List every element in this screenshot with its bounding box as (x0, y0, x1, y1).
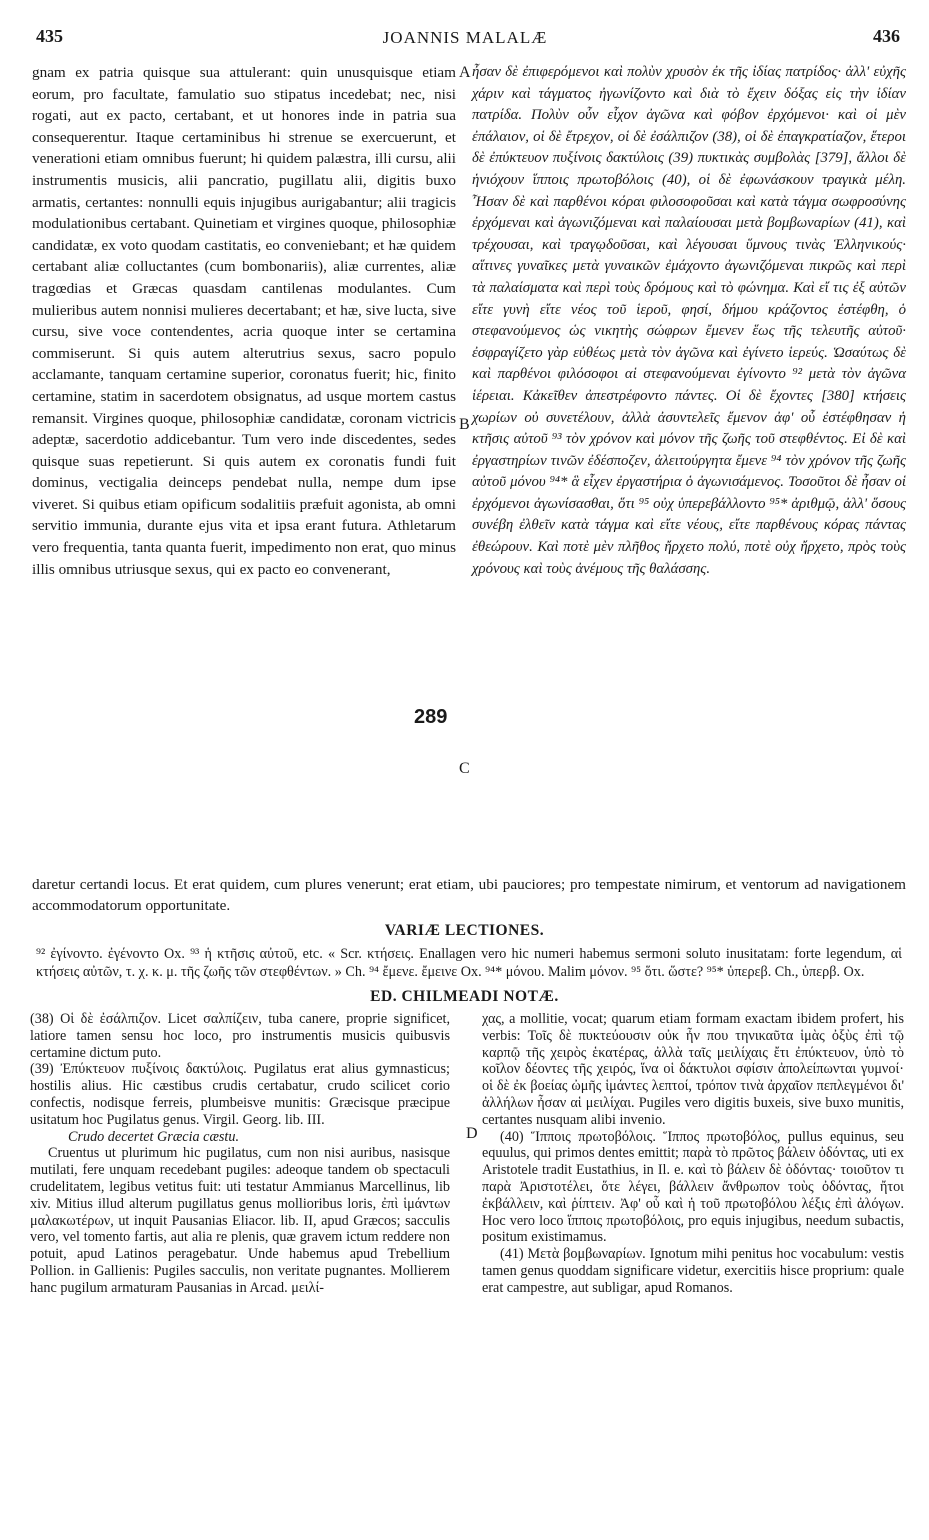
latin-continuation (32, 874, 906, 917)
note-39: (39) Ἐπύκτευον πυξίνοις δακτύλοις. Pugilatus erat alius gymnasticus; hostilis alius. Hic cæstibus crudis certabatur, crudo scilicet corio confectis, nodisque ferreis, plumbeisve munitis: Græcisque præcipue usitatum hoc Pugilatus genus. Virgil. Georg. lib. III. (30, 1061, 450, 1128)
notes-right-column (482, 1011, 904, 1297)
note-40: (40) Ἵπποις πρωτοβόλοις. Ἵππος πρωτοβόλος, pullus equinus, seu equulus, qui primos dentes emittit; παρὰ τὸ πρῶτος βάλειν ὀδόντας, uti ex Aristotele tradit Eustathius, in Il. e. καὶ τὸ βάλειν δὲ ὀδόντας· τοιοῦτον τι παρὰ Ἀριστοτέλει, ὅτε λέγει, βάλλειν ἄνθρωπον τοὺς ὀδόντας, ἤτοι ἐκβάλλειν, καὶ ῥίπτειν. Ἀφ' οὗ καὶ ἡ τοῦ πρωτοβόλου λέξις ἐπὶ ἀλόγων. Hoc vero loco ἵπποις πρωτοβόλοις, pro equis injugibus, needum subactis, positum existimamus. (482, 1128, 904, 1246)
verse-quote: Crudo decertet Græcia cæstu. (68, 1128, 240, 1145)
variae-text: ⁹² ἐγίνοντο. ἐγένοντο Ox. ⁹³ ἡ κτῆσις αὐτοῦ, etc. « Scr. κτήσεις. Enallagen vero hic numeri habemus sermoni soluto inusitatam: forte legendum, αἱ κτήσεις αὐτῶν, τ. χ. κ. μ. τῆς ζωῆς τῶν στεφθέντων. » Ch. ⁹⁴ ἔμενε. ἔμεινε Ox. ⁹⁴* μόνου. Malim μόνον. ⁹⁵ ὅτι. ὥστε? ⁹⁵* ὑπερεβ. Ch., ὑπερβ. Ox. (36, 946, 902, 980)
margin-marker-b: B (459, 416, 470, 433)
notes-left-column (30, 1011, 450, 1297)
note-41: (41) Μετὰ βομβωναρίων. Ignotum mihi penitus hoc vocabulum: vestis tamen genus quoddam significare videtur, exercitiis hisce proprium: quale erat campestre, aut subligar, apud Romanos. (482, 1246, 904, 1296)
latin-text: gnam ex patria quisque sua attulerant: quin unusquisque etiam eorum, pro facultate, famulatio suo stipatus incedebat; nec, nisi rogati, aut ex pacto, certabant, et ut honores inde in patria sua consequerentur. Itaque certaminibus hi strenue se exercuerunt, et venerationi etiam omnibus fuerunt; hi quidem palæstra, illi cursu, alii instrumentis musicis, alii pancratio, pugillatu alii, digitis buxo armatis, certantes: nonnulli equis injugibus aurigabantur; alii tragicis modulationibus certabant. Quinetiam et virgines quoque, philosophiæ candidatæ, ex voto quodam castitatis, eo conveniebant; et hæ quidem certabant aliæ colluctantes (cum bombonariis), aliæ currentes, aliæ tragœdias et Græcas quasdam cantilenas modulantes. Cum mulieribus autem nonnisi mulieres decertabant; et hæ, sive lucta, sive cursu, sive voce contendentes, acria quoque inter se certamina commiserunt. Si quis autem alterutrius sexus, sacro populo acclamante, tanquam certamine superior, coronatus fuerit; hic, finito certamine, statim in sacerdotem obsignatus, ad usque mortem castus remansit. Virgines quoque, philosophiæ candidatæ, coronam victricis adeptæ, sacerdotio addicebantur. Tum vero inde discedentes, sedes quisque suas repetierunt. Si quis autem ex coronatis fundi fuit dominus, vectigalia deinceps pendebat nulla, nempe dum ipse viveret. Si quibus etiam opificum sodalitiis præfuit agonista, ab omni servitio immunia, durante ejus vita et ipsa erant futura. Athletarum vero frequentia, tanta quanta fuerit, impedimento non erat, quo minus illis omnibus utriusque sexus, qui ex pacto eo convenerant, (32, 64, 456, 578)
margin-marker-c: C (459, 760, 470, 777)
variae-lectiones (36, 945, 902, 981)
notes-heading: ED. CHILMEADI NOTÆ. (370, 988, 559, 1005)
note-38: (38) Οἱ δὲ ἐσάλπιζον. Licet σαλπίζειν, tuba canere, proprie significet, latiore tamen sensu hoc loco, pro instrumentis musicis quibusvis certamine dictum puto. (30, 1011, 450, 1061)
note-39-continued: Cruentus ut plurimum hic pugilatus, cum non nisi auribus, nasisque mutilati, fere unquam recedebant pugiles: adeoque tandem ob spectaculi crudelitatem, legibus vetitus fuit: uti testatur Ammianus Marcellinus, lib xiv. Mitius illud alterum pugillatus genus mollioribus loris, ἐπὶ ἱμάντων μαλακωτέρων, ut inquit Pausanias Eliacor. lib. II, apud Græcos; sacculis vero, vel tomento fartis, aut alia re plenis, quæ gravem ictum reddere non potuit, apud Latinos peragebatur. Unde habemus apud Trebellium Pollion. in Gallienis: Pugiles sacculis, non veritate pugnantes. Mollierem hanc pugilum armaturam Pausanias in Arcad. μειλί- (30, 1145, 450, 1296)
margin-marker-d: D (466, 1125, 478, 1142)
edition-page-mark: 289 (414, 706, 448, 728)
running-title: JOANNIS MALALÆ (382, 28, 548, 47)
running-header (30, 14, 900, 46)
greek-text: ἦσαν δὲ ἐπιφερόμενοι καὶ πολὺν χρυσὸν ἐκ τῆς ἰδίας πατρίδος· ἀλλ' εὐχῆς χάριν καὶ τάγματος ἠγωνίζοντο καὶ διὰ τὸ ἔχειν δόξας εἰς τὴν ἰδίαν πατρίδα. Πολὺν οὖν εἶχον ἀγῶνα καὶ φόβον ἐρχόμενοι· καὶ οἱ μὲν ἐπάλαιον, οἱ δὲ ἔτρεχον, οἱ δὲ ἐσάλπιζον (38), οἱ δὲ ἐπαγκρατίαζον, ἕτεροι δὲ ἐπύκτευον πυξίνοις δακτύλοις (39) πυκτικὰς συμβολὰς [379], ἄλλοι δὲ ἡνιόχουν ἵπποις πρωτοβόλοις (40), οἱ δὲ ἐφωνάσκουν τραγικὰ μέλη. Ἦσαν δὲ καὶ παρθένοι κόραι φιλοσοφοῦσαι καὶ κατὰ τάγμα σωφροσύνης ἐρχόμεναι καὶ ἀγωνιζόμεναι καὶ παλαίουσαι μετὰ βομβωναρίων (41), καὶ τρέχουσαι, καὶ τραγῳδοῦσαι, καὶ λέγουσαι ὕμνους τινὰς Ἑλληνικούς· αἵτινες γυναῖκες μετὰ γυναικῶν ἐμάχοντο ἀγωνιζόμεναι πικρῶς καὶ περὶ τὰ παλαίσματα καὶ περὶ τοὺς δρόμους καὶ τὸ φώνημα. Καὶ εἴ τις ἐξ αὐτῶν εἴτε γυνὴ εἴτε νέος τοῦ ἱεροῦ, φησί, δήμου κράζοντος ἐστέφθη, ὁ στεφανούμενος ὡς νικητὴς σώφρων ἔμενεν ἕως τῆς τελευτῆς αὐτοῦ· ἐσφραγίζετο γὰρ εὐθέως μετὰ τὸν ἀγῶνα καὶ ἐγίνετο ἱερεύς. Ὡσαύτως δὲ καὶ παρθένοι φιλόσοφοι αἱ στεφανούμεναι ἐγίνοντο ⁹² μετὰ τὸν ἀγῶνα ἱέρειαι. Κἀκεῖθεν ἀπεστρέφοντο πάντες. Οἱ δὲ ἔχοντες [380] κτήσεις χωρίων οὐ συνετέλουν, ἀλλὰ ἀσυντελεῖς ἔμενον ἀφ' οὗ ἐστέφθησαν ἡ κτῆσις αὐτοῦ ⁹³ τὸν χρόνον καὶ μόνον τῆς ζωῆς τοῦ στεφθέντος. Εἰ δὲ καὶ ἐργαστηρίων τινῶν ἐδέσποζεν, ἀλειτούργητα ἔμενε ⁹⁴ τὸν χρόνον τῆς ζωῆς αὐτοῦ μόνου ⁹⁴* ἃ εἶχεν ἐργαστήρια ὁ ἀγωνισάμενος. Τοσοῦτοι δὲ ἦσαν οἱ ἐρχόμενοι ἀγωνίσασθαι, ὅτι ⁹⁵ οὐχ ὑπερεβάλλοντο ⁹⁵* ἀριθμῷ, ἀλλ' ὅσους συνέβη ἐλθεῖν κατὰ τάγμα καὶ εἴτε νέους, εἴτε παρθένους κόρας πάντας ἐθεώρουν. Καὶ ποτὲ μὲν πλῆθος ἤρχετο πολύ, ποτὲ οὐχ ἤρχετο, πρὸς τοὺς χρόνους καὶ τοὺς ἀνέμους τῆς θαλάσσης. (472, 64, 906, 577)
latin-column (32, 62, 456, 580)
page-number-right: 436 (873, 26, 900, 46)
latin-continuation-text: daretur certandi locus. Et erat quidem, cum plures venerunt; erat etiam, ubi pauciores; pro tempestate nimirum, et ventorum ad navigationem accommodatorum opportunitate. (32, 876, 906, 915)
greek-column (472, 62, 906, 580)
margin-marker-a: A (459, 64, 471, 81)
note-39-end: χας, a mollitie, vocat; quarum etiam formam exactam ibidem profert, his verbis: Τοῖς δὲ πυκτεύουσιν οὐκ ἦν που τηνικαῦτα ἱμὰς ὀξὺς ἐπὶ τῷ καρπῷ τῆς χειρὸς ἑκατέρας, ἀλλὰ ταῖς μειλίχαις ἔτι ἐπύκτευον, ὑπὸ τὸ κοῖλον δέοντες τῆς χειρός, ἵνα οἱ δάκτυλοι σφίσιν ἀπολείπωνται γυμνοί· οἱ δὲ ἐκ βοείας ὠμῆς ἱμάντες λεπτοί, τρόπον τινὰ ἀρχαῖον πεπλεγμένοι δι' ἀλλήλων ἦσαν αἱ μειλίχαι. Pugiles vero digitis buxeis, sive buxo munitis, certantes nusquam alibi invenio. (482, 1011, 904, 1128)
page-number-left: 435 (36, 26, 63, 46)
variae-heading: VARIÆ LECTIONES. (384, 922, 545, 939)
